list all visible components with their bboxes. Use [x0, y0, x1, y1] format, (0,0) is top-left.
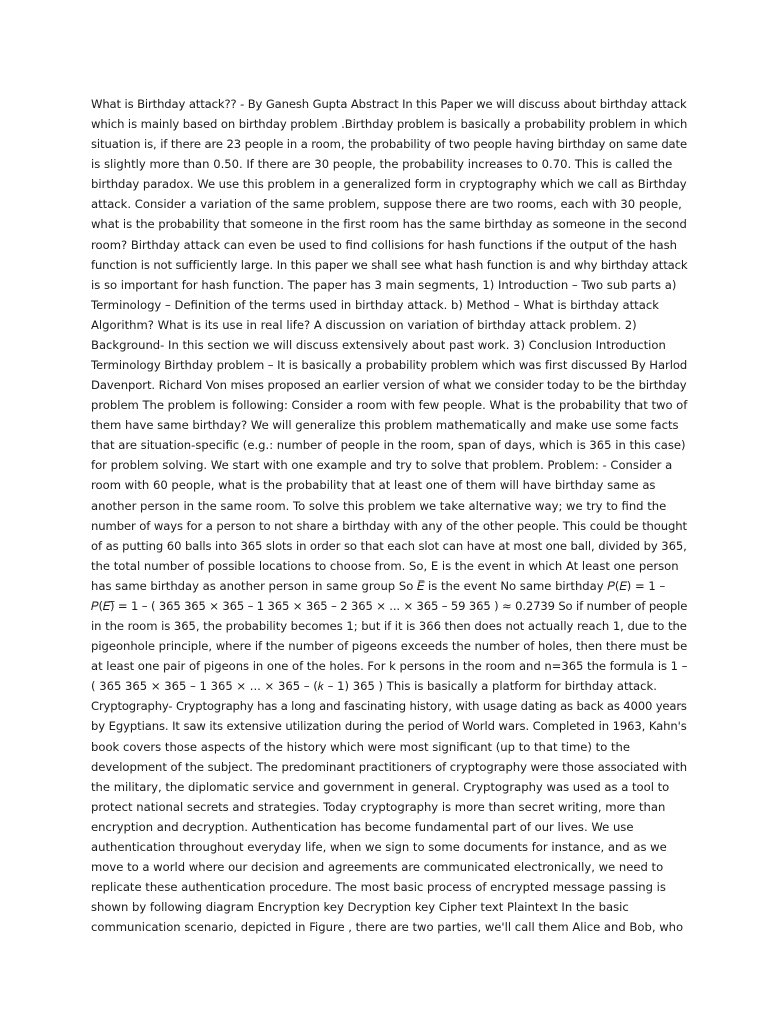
text-line: shown by following diagram Encryption key Decryption key Cipher text Plaintext In the basic: [91, 900, 629, 915]
text-line: encryption and decryption. Authentication has become fundamental part of our lives. We use: [91, 819, 634, 834]
text-line: them have same birthday? We will generalize this problem mathematically and make use some facts: [91, 418, 679, 433]
text-line: what is the probability that someone in the first room has the same birthday as someone in the second: [91, 217, 687, 232]
text-line: Davenport. Richard Von mises proposed an earlier version of what we consider today to be the birthday: [91, 378, 687, 393]
text-line: that are situation-specific (e.g.: number of people in the room, span of days, which is 365 in this case): [91, 438, 686, 453]
text-line: birthday paradox. We use this problem in a generalized form in cryptography which we call as Birthday: [91, 177, 687, 192]
text-line: situation is, if there are 23 people in a room, the probability of two people having birthday on same date: [91, 137, 688, 152]
text-line: communication scenario, depicted in Figure , there are two parties, we'll call them Alice and Bob, who: [91, 920, 684, 935]
text-line: book covers those aspects of the history which were most significant (up to that time) to the: [91, 739, 630, 754]
text-line: in the room is 365, the probability becomes 1; but if it is 366 then does not actually reach 1, due to the: [91, 619, 687, 634]
text-line: room? Birthday attack can even be used to find collisions for hash functions if the output of the hash: [91, 237, 678, 252]
text-line: Cryptography- Cryptography has a long and fascinating history, with usage dating as back as 4000 years: [91, 699, 687, 714]
text-line: function is not sufficiently large. In this paper we shall see what hash function is and why birthday attack: [91, 257, 688, 272]
text-line: is slightly more than 0.50. If there are 30 people, the probability increases to 0.70. This is called the: [91, 157, 673, 172]
text-line: authentication throughout everyday life, when we sign to some documents for instance, and as we: [91, 839, 667, 854]
text-line: by Egyptians. It saw its extensive utilization during the period of World wars. Completed in 1963, Kahn's: [91, 719, 687, 734]
document-body: [91, 94, 687, 937]
text-line: the military, the diplomatic service and government in general. Cryptography was used as a tool to: [91, 779, 670, 794]
text-line: the total number of possible locations to choose from. So, E is the event in which At least one person: [91, 558, 679, 573]
text-line: What is Birthday attack?? - By Ganesh Gupta Abstract In this Paper we will discuss about birthday attack: [91, 97, 687, 111]
text-line: Background- In this section we will discuss extensively about past work. 3) Conclusion Introduction: [91, 337, 666, 352]
text-line: move to a world where our decision and agreements are communicated electronically, we need to: [91, 859, 664, 874]
text-line: attack. Consider a variation of the same problem, suppose there are two rooms, each with 30 people,: [91, 197, 682, 212]
text-line: ( 365 365 × 365 – 1 365 × ... × 365 – (𝑘 – 1) 365 ) This is basically a platform for birthday attack.: [91, 679, 657, 694]
text-line: protect national secrets and strategies. Today cryptography is more than secret writing, more than: [91, 799, 666, 814]
text-line: development of the subject. The predominant practitioners of cryptography were those associated with: [91, 759, 688, 774]
text-line: for problem solving. We start with one example and try to solve that problem. Problem: - Consider a: [91, 458, 673, 473]
text-line: pigeonhole principle, where if the number of pigeons exceeds the number of holes, then there must be: [91, 639, 688, 654]
text-line: has same birthday as another person in same group So 𝐸̅ is the event No same birthday 𝑃(𝐸) = 1 –: [91, 578, 666, 593]
text-line: another person in the same room. To solve this problem we take alternative way; we try to find the: [91, 498, 667, 513]
text-line: Terminology Birthday problem – It is basically a probability problem which was first discussed By Harlod: [91, 358, 688, 373]
text-line: number of ways for a person to not share a birthday with any of the other people. This could be thought: [91, 518, 687, 533]
text-line: of as putting 60 balls into 365 slots in order so that each slot can have at most one ball, divided by 365,: [91, 538, 687, 553]
text-line: problem The problem is following: Consider a room with few people. What is the probability that two of: [91, 398, 688, 413]
text-line: at least one pair of pigeons in one of the holes. For k persons in the room and n=365 the formula is 1 –: [91, 659, 688, 674]
text-line: is so important for hash function. The paper has 3 main segments, 1) Introduction – Two sub parts a): [91, 277, 677, 292]
text-line: room with 60 people, what is the probability that at least one of them will have birthday same as: [91, 478, 656, 493]
text-line: 𝑃(𝐸)̅ = 1 – ( 365 365 × 365 – 1 365 × 365 – 2 365 × ... × 365 – 59 365 ) ≈ 0.2739 So if number of people: [91, 598, 688, 613]
text-line: Algorithm? What is its use in real life? A discussion on variation of birthday attack problem. 2): [91, 317, 637, 332]
text-line: Terminology – Definition of the terms used in birthday attack. b) Method – What is birthday attack: [91, 297, 659, 312]
text-line: replicate these authentication procedure. The most basic process of encrypted message passing is: [91, 880, 666, 895]
text-line: which is mainly based on birthday problem .Birthday problem is basically a probability problem in which: [91, 117, 688, 132]
